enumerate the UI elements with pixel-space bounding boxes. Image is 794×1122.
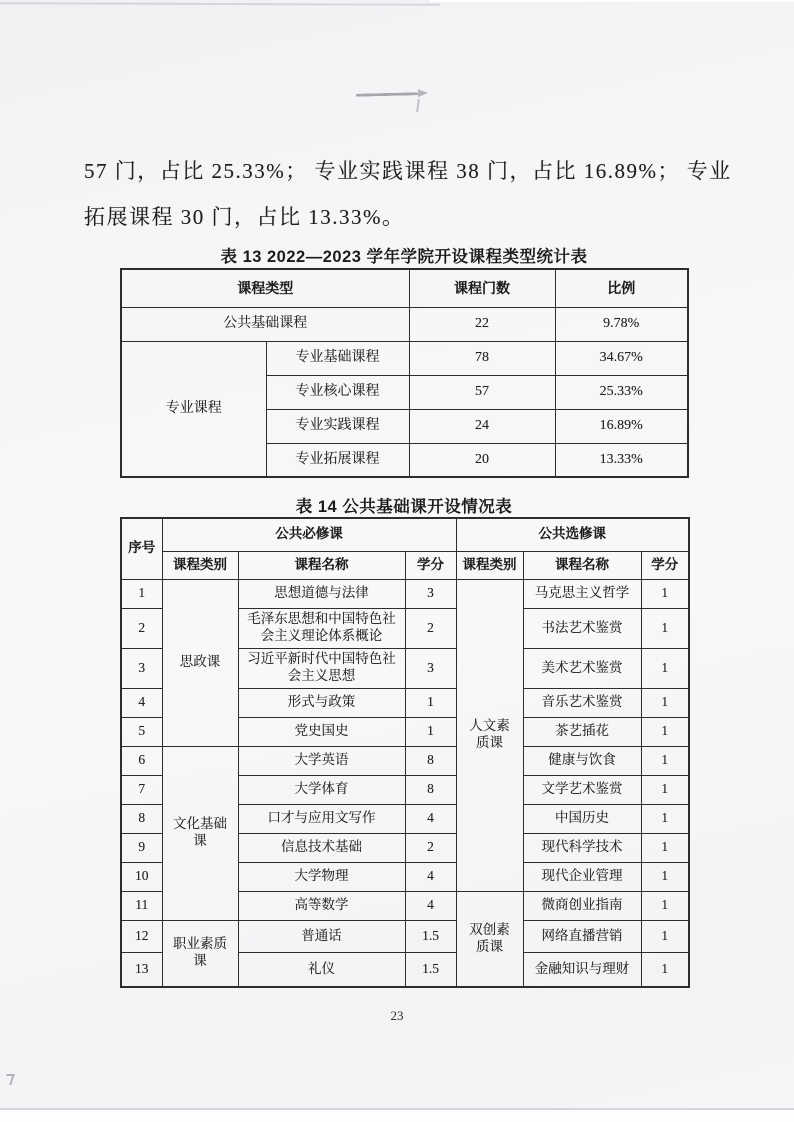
ele-course: 网络直播营销 bbox=[523, 920, 641, 952]
table13-course-type-stats bbox=[120, 268, 689, 478]
table-row bbox=[121, 746, 689, 775]
table13-public-name: 公共基础课程 bbox=[121, 307, 409, 341]
req-course: 信息技术基础 bbox=[238, 833, 405, 862]
req-credit: 3 bbox=[405, 648, 456, 688]
req-credit: 1.5 bbox=[405, 952, 456, 987]
ele-credit: 1 bbox=[641, 746, 689, 775]
table13-title: 表 13 2022—2023 学年学院开设课程类型统计表 bbox=[220, 248, 588, 266]
ele-category-renwen: 人文素质课 bbox=[456, 579, 523, 891]
ele-course: 现代企业管理 bbox=[523, 862, 641, 891]
table14-header-elective-group: 公共选修课 bbox=[456, 518, 689, 551]
table14-title: 表 14 公共基础课开设情况表 bbox=[295, 498, 513, 516]
req-credit: 8 bbox=[405, 746, 456, 775]
ele-course: 音乐艺术鉴赏 bbox=[523, 688, 641, 717]
scan-tick-smudge bbox=[416, 99, 420, 112]
req-category-sizheng: 思政课 bbox=[162, 579, 238, 746]
table14-header-ele-category: 课程类别 bbox=[456, 551, 523, 579]
paragraph-line-2: 拓展课程 30 门，占比 13.33%。 bbox=[84, 205, 405, 229]
table13-major-2-count: 24 bbox=[409, 409, 555, 443]
table14-header-req-course: 课程名称 bbox=[238, 551, 405, 579]
body-paragraph bbox=[84, 148, 732, 240]
table13-major-0-count: 78 bbox=[409, 341, 555, 375]
ele-course: 金融知识与理财 bbox=[523, 952, 641, 987]
row-no: 8 bbox=[121, 804, 162, 833]
table13-major-0-name: 专业基础课程 bbox=[266, 341, 409, 375]
ele-credit: 1 bbox=[641, 648, 689, 688]
table14-header-req-credit: 学分 bbox=[405, 551, 456, 579]
table-row bbox=[121, 307, 688, 341]
scan-left-mark bbox=[3, 1074, 15, 1085]
table13-major-3-count: 20 bbox=[409, 443, 555, 477]
table13-major-2-name: 专业实践课程 bbox=[266, 409, 409, 443]
req-credit: 1 bbox=[405, 688, 456, 717]
req-course: 习近平新时代中国特色社会主义思想 bbox=[238, 648, 405, 688]
table13-public-ratio: 9.78% bbox=[555, 307, 688, 341]
ele-course: 中国历史 bbox=[523, 804, 641, 833]
row-no: 2 bbox=[121, 608, 162, 648]
paragraph-line-1: 57 门，占比 25.33%； 专业实践课程 38 门，占比 16.89%； 专业 bbox=[84, 159, 732, 183]
ele-credit: 1 bbox=[641, 688, 689, 717]
table13-major-3-ratio: 13.33% bbox=[555, 443, 688, 477]
req-credit: 1.5 bbox=[405, 920, 456, 952]
row-no: 13 bbox=[121, 952, 162, 987]
row-no: 12 bbox=[121, 920, 162, 952]
req-credit: 3 bbox=[405, 579, 456, 608]
scan-top-edge bbox=[0, 2, 440, 6]
row-no: 5 bbox=[121, 717, 162, 746]
table14-header-row-1 bbox=[121, 518, 689, 551]
table-row bbox=[121, 579, 689, 608]
ele-credit: 1 bbox=[641, 862, 689, 891]
row-no: 1 bbox=[121, 579, 162, 608]
req-course: 口才与应用文写作 bbox=[238, 804, 405, 833]
table13-header-count: 课程门数 bbox=[409, 269, 555, 307]
ele-credit: 1 bbox=[641, 579, 689, 608]
table-row bbox=[121, 920, 689, 952]
table13-header-row bbox=[121, 269, 688, 307]
ele-course: 现代科学技术 bbox=[523, 833, 641, 862]
ele-course: 美术艺术鉴赏 bbox=[523, 648, 641, 688]
req-course: 普通话 bbox=[238, 920, 405, 952]
req-course: 形式与政策 bbox=[238, 688, 405, 717]
row-no: 7 bbox=[121, 775, 162, 804]
table13-major-1-ratio: 25.33% bbox=[555, 375, 688, 409]
table13-major-1-count: 57 bbox=[409, 375, 555, 409]
ele-course: 马克思主义哲学 bbox=[523, 579, 641, 608]
req-credit: 4 bbox=[405, 804, 456, 833]
row-no: 3 bbox=[121, 648, 162, 688]
ele-credit: 1 bbox=[641, 775, 689, 804]
ele-course: 文学艺术鉴赏 bbox=[523, 775, 641, 804]
ele-credit: 1 bbox=[641, 920, 689, 952]
page-number: 23 bbox=[390, 1008, 404, 1023]
table14-header-row-2 bbox=[121, 551, 689, 579]
ele-course: 微商创业指南 bbox=[523, 891, 641, 920]
req-course: 大学体育 bbox=[238, 775, 405, 804]
table14-header-req-category: 课程类别 bbox=[162, 551, 238, 579]
ele-category-shuangchuang: 双创素质课 bbox=[456, 891, 523, 987]
ele-credit: 1 bbox=[641, 833, 689, 862]
row-no: 6 bbox=[121, 746, 162, 775]
req-course: 大学英语 bbox=[238, 746, 405, 775]
table14-header-ele-credit: 学分 bbox=[641, 551, 689, 579]
ele-course: 健康与饮食 bbox=[523, 746, 641, 775]
row-no: 11 bbox=[121, 891, 162, 920]
ele-credit: 1 bbox=[641, 891, 689, 920]
req-course: 大学物理 bbox=[238, 862, 405, 891]
table14-header-ele-course: 课程名称 bbox=[523, 551, 641, 579]
req-course: 思想道德与法律 bbox=[238, 579, 405, 608]
table14-public-basic-courses bbox=[120, 517, 690, 988]
req-credit: 4 bbox=[405, 862, 456, 891]
table14-header-index: 序号 bbox=[121, 518, 162, 579]
table13-major-1-name: 专业核心课程 bbox=[266, 375, 409, 409]
req-course: 毛泽东思想和中国特色社会主义理论体系概论 bbox=[238, 608, 405, 648]
req-credit: 8 bbox=[405, 775, 456, 804]
table-row bbox=[121, 341, 688, 375]
ele-course: 茶艺插花 bbox=[523, 717, 641, 746]
req-category-zhiye: 职业素质课 bbox=[162, 920, 238, 987]
scan-top-edge-right bbox=[430, 0, 794, 2]
req-category-wenhua: 文化基础课 bbox=[162, 746, 238, 920]
ele-course: 书法艺术鉴赏 bbox=[523, 608, 641, 648]
row-no: 4 bbox=[121, 688, 162, 717]
ele-credit: 1 bbox=[641, 717, 689, 746]
table14-header-required-group: 公共必修课 bbox=[162, 518, 456, 551]
ele-credit: 1 bbox=[641, 952, 689, 987]
table13-public-count: 22 bbox=[409, 307, 555, 341]
ele-credit: 1 bbox=[641, 804, 689, 833]
scan-arrow-smudge bbox=[356, 92, 418, 97]
scan-bottom-strip bbox=[0, 1110, 794, 1122]
ele-credit: 1 bbox=[641, 608, 689, 648]
req-course: 党史国史 bbox=[238, 717, 405, 746]
table13-major-2-ratio: 16.89% bbox=[555, 409, 688, 443]
row-no: 9 bbox=[121, 833, 162, 862]
table13-header-ratio: 比例 bbox=[555, 269, 688, 307]
table13-major-0-ratio: 34.67% bbox=[555, 341, 688, 375]
table13-header-type: 课程类型 bbox=[121, 269, 409, 307]
table13-major-3-name: 专业拓展课程 bbox=[266, 443, 409, 477]
req-credit: 2 bbox=[405, 833, 456, 862]
req-course: 高等数学 bbox=[238, 891, 405, 920]
row-no: 10 bbox=[121, 862, 162, 891]
req-credit: 4 bbox=[405, 891, 456, 920]
req-course: 礼仪 bbox=[238, 952, 405, 987]
table13-major-group-cell: 专业课程 bbox=[121, 341, 266, 477]
req-credit: 2 bbox=[405, 608, 456, 648]
req-credit: 1 bbox=[405, 717, 456, 746]
